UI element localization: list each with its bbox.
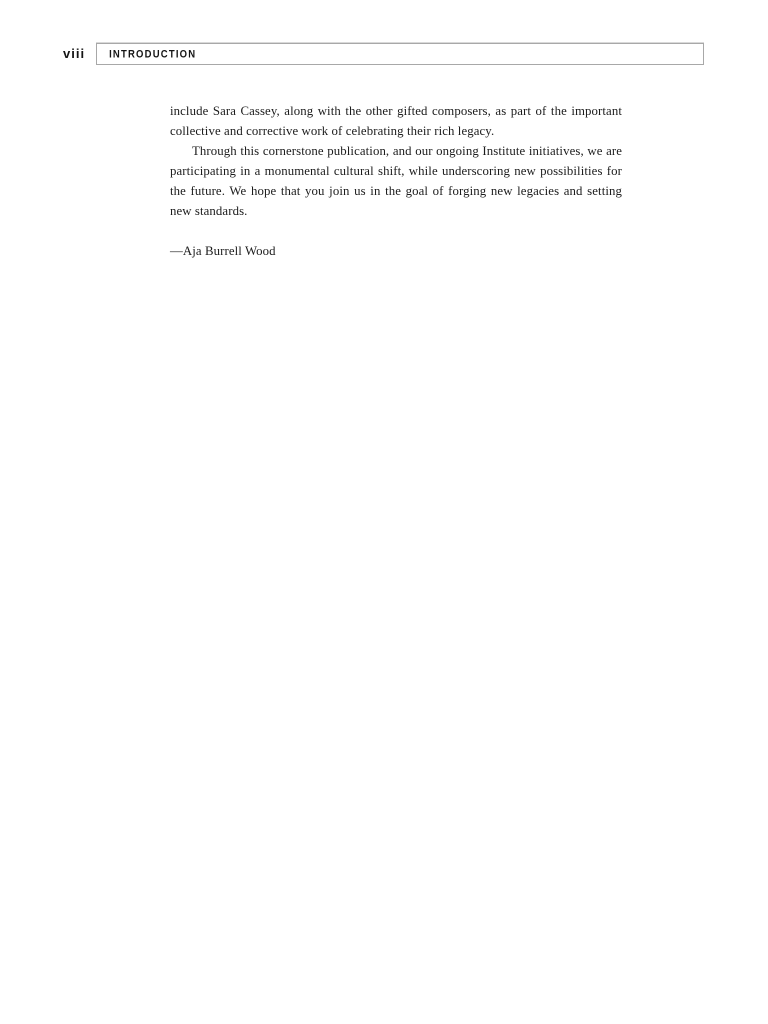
- running-head-label: INTRODUCTION: [109, 47, 197, 61]
- author-signature: —Aja Burrell Wood: [170, 244, 276, 258]
- paragraph: Through this cornerstone publication, and our ongoing Institute initiatives, we are participating in a monumental cultural shift, while underscoring new possibilities for the future. We hope that you join us in the goal of forging new legacies and setting new standards.: [170, 144, 622, 218]
- text-column: [170, 101, 622, 261]
- paragraph-continued: include Sara Cassey, along with the other gifted composers, as part of the important collective and corrective work of celebrating their rich legacy.: [170, 104, 622, 138]
- page-number: viii: [63, 46, 86, 61]
- running-head-box: [96, 43, 704, 65]
- running-header: [63, 43, 704, 65]
